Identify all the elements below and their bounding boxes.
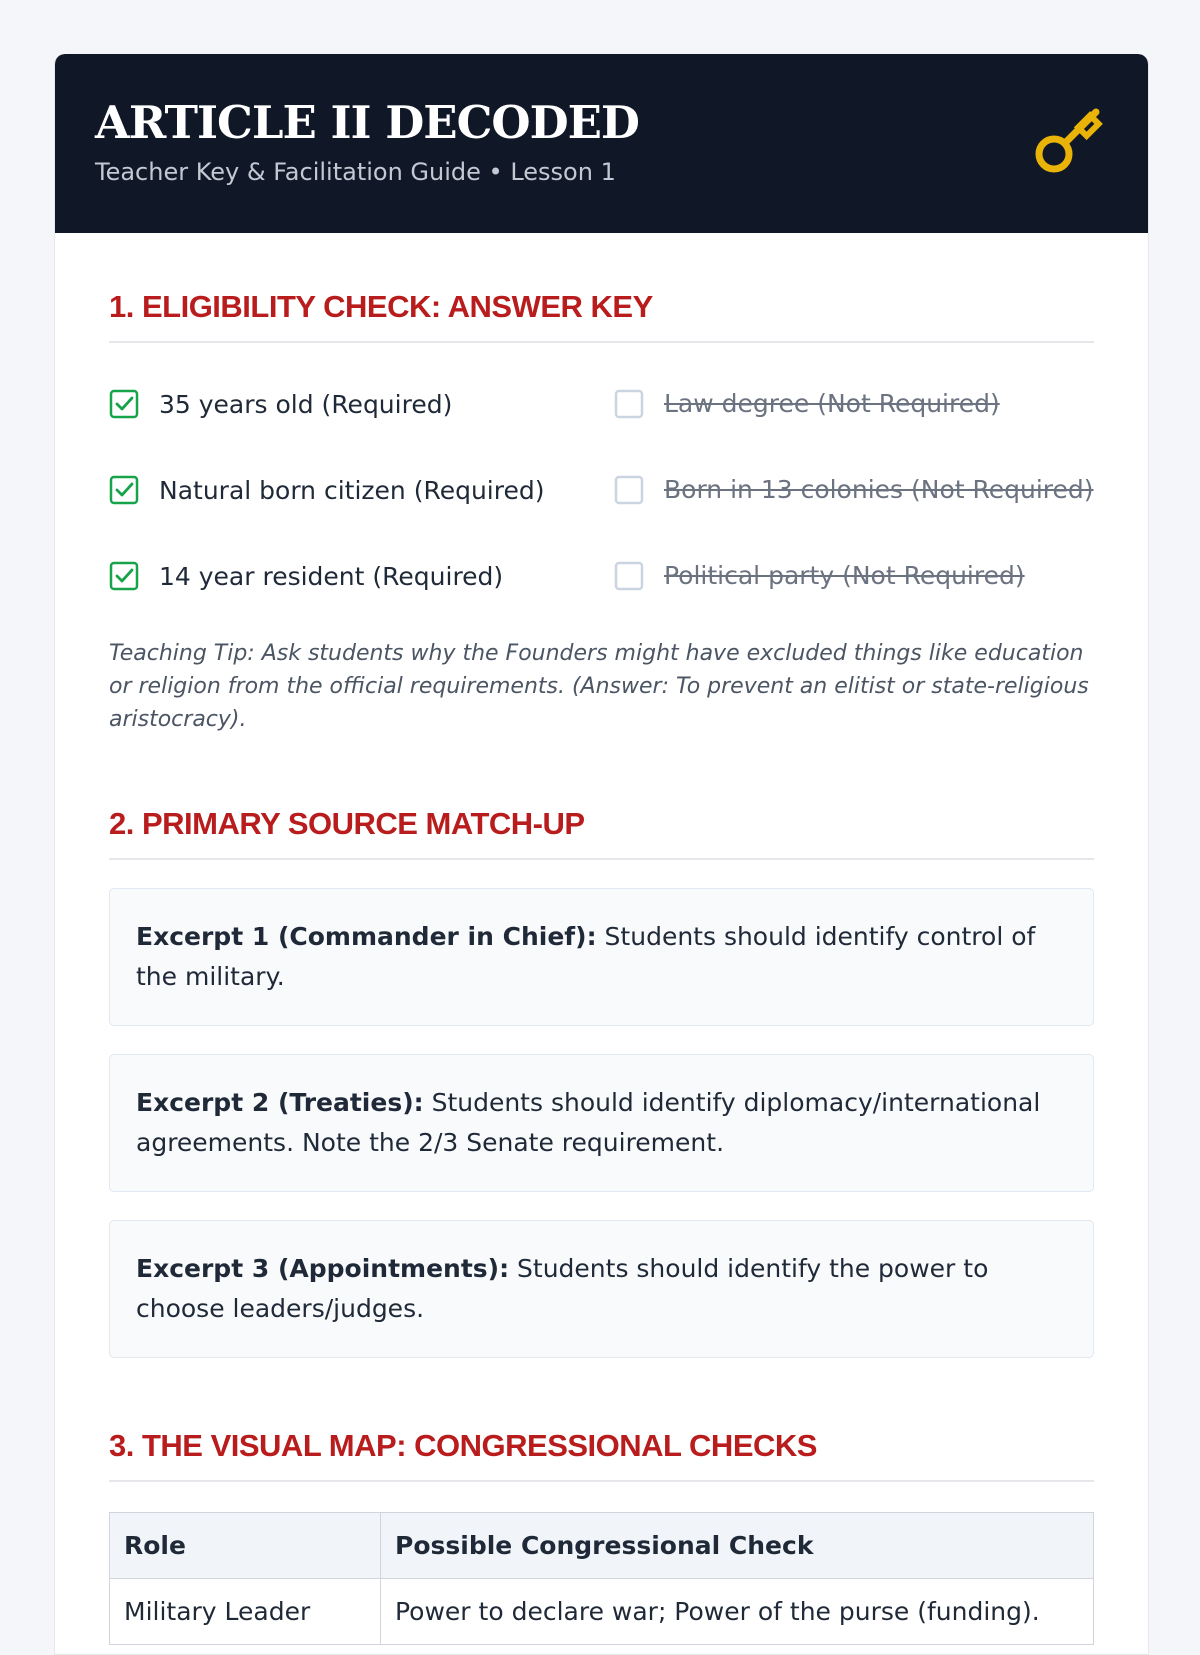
- excerpt-text: Students should identify diplomacy/international agreements. Note the 2/3 Senate requirement.: [136, 1088, 1041, 1157]
- column-header: Possible Congressional Check: [381, 1513, 1094, 1579]
- teaching-tip: Teaching Tip: Ask students why the Founders might have excluded things like education or religion from the official requirements. (Answer: To prevent an elitist or state-religious aristocracy).: [109, 641, 1089, 732]
- unchecked-box-icon: [614, 561, 644, 591]
- checklist-item[interactable]: [109, 361, 614, 447]
- checklist-item[interactable]: [109, 447, 614, 533]
- checklist-item[interactable]: [614, 533, 1094, 619]
- key-icon: [1034, 102, 1108, 176]
- checked-box-icon: [109, 475, 139, 505]
- checked-box-icon: [109, 561, 139, 591]
- checked-box-icon: [109, 389, 139, 419]
- excerpt-card: [109, 1054, 1094, 1192]
- excerpt-text: Students should identify the power to choose leaders/judges.: [136, 1254, 989, 1323]
- checklist-item[interactable]: [614, 361, 1094, 447]
- excerpt-label: Excerpt 2 (Treaties):: [136, 1088, 424, 1117]
- table-cell: Power to declare war; Power of the purse (funding).: [381, 1579, 1094, 1645]
- congressional-checks-table: [109, 1512, 1094, 1645]
- table-row: [110, 1579, 1094, 1645]
- page-subtitle: Teacher Key & Facilitation Guide • Lesson 1: [95, 158, 616, 186]
- excerpt-label: Excerpt 1 (Commander in Chief):: [136, 922, 597, 951]
- checklist-label: Natural born citizen (Required): [159, 475, 545, 505]
- excerpt-card: [109, 888, 1094, 1026]
- checklist-label: Law degree (Not Required): [664, 389, 1000, 418]
- unchecked-box-icon: [614, 389, 644, 419]
- checklist-item[interactable]: [109, 533, 614, 619]
- excerpt-text: Students should identify control of the military.: [136, 922, 1036, 991]
- checklist-label: 35 years old (Required): [159, 389, 453, 419]
- guide-content: [55, 289, 1148, 1645]
- checklist-label: 14 year resident (Required): [159, 561, 504, 591]
- section-eligibility-title: 1. ELIGIBILITY CHECK: ANSWER KEY: [109, 289, 1094, 343]
- checklist-label: Born in 13 colonies (Not Required): [664, 475, 1094, 504]
- section-primary-source-title: 2. PRIMARY SOURCE MATCH-UP: [109, 806, 1094, 860]
- guide-header: [55, 54, 1148, 233]
- guide-card: [54, 54, 1149, 1655]
- excerpt-label: Excerpt 3 (Appointments):: [136, 1254, 510, 1283]
- section-visual-map-title: 3. THE VISUAL MAP: CONGRESSIONAL CHECKS: [109, 1428, 1094, 1482]
- page-title: ARTICLE II DECODED: [95, 96, 639, 149]
- checklist-label: Political party (Not Required): [664, 561, 1025, 590]
- checklist-item[interactable]: [614, 447, 1094, 533]
- excerpt-card: [109, 1220, 1094, 1358]
- unchecked-box-icon: [614, 475, 644, 505]
- table-cell: Military Leader: [110, 1579, 381, 1645]
- column-header: Role: [110, 1513, 381, 1579]
- eligibility-checklist: [109, 361, 1094, 619]
- table-header-row: [110, 1513, 1094, 1579]
